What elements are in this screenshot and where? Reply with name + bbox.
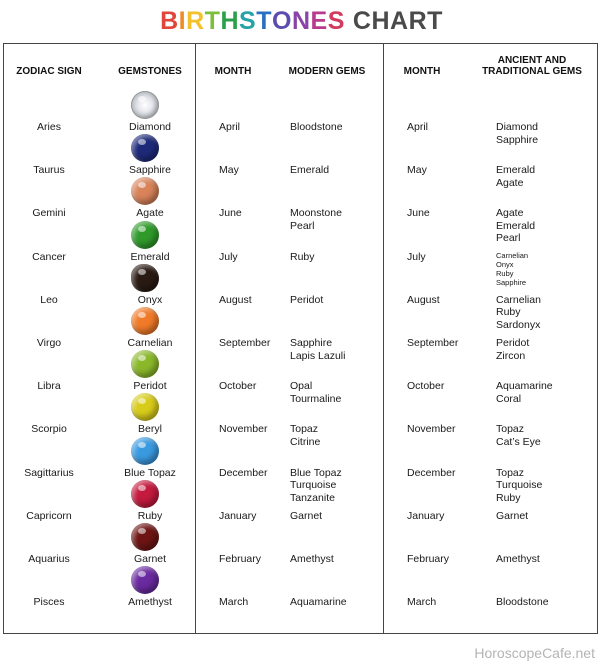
- modern-gems: [290, 251, 315, 264]
- zodiac-sign: Gemini: [32, 207, 66, 220]
- modern-gems: [290, 553, 334, 566]
- ancient-gem: Carnelian: [496, 293, 541, 306]
- month-2: June: [407, 207, 430, 220]
- gem-emerald-icon: [131, 221, 159, 249]
- modern-gem: Lapis Lazuli: [290, 349, 346, 362]
- gemstone-name: Diamond: [128, 121, 172, 133]
- title-letter: R: [408, 7, 428, 35]
- title-letter: T: [427, 7, 443, 35]
- month-2: January: [407, 509, 445, 522]
- ancient-gem: Pearl: [496, 232, 521, 245]
- ancient-gem: Agate: [496, 176, 524, 189]
- modern-gem: Pearl: [290, 219, 315, 232]
- gemstone-name: Carnelian: [127, 337, 173, 349]
- month: February: [219, 553, 262, 565]
- ancient-gem: Ruby: [496, 306, 521, 319]
- month: October: [219, 380, 257, 393]
- gemstone-name: Sapphire: [128, 164, 172, 177]
- modern-gems: [290, 467, 342, 505]
- month: March: [219, 596, 249, 609]
- header-month-2: MONTH: [403, 66, 441, 77]
- ancient-gems: [496, 251, 528, 287]
- gemstone-name: Ruby: [137, 509, 163, 522]
- ancient-gems: [496, 207, 535, 245]
- zodiac-sign: Aquarius: [28, 553, 70, 565]
- gem-amethyst-icon: [131, 566, 159, 594]
- ancient-gem: Coral: [496, 392, 522, 405]
- header-month: MONTH: [214, 66, 252, 77]
- zodiac-sign: Cancer: [32, 250, 66, 263]
- gemstone-name: Onyx: [137, 293, 163, 306]
- chart-title: [0, 4, 603, 38]
- ancient-gems: [496, 337, 529, 362]
- month: May: [219, 164, 239, 177]
- ancient-gem: Bloodstone: [496, 596, 549, 609]
- gemstone-name: Beryl: [138, 423, 162, 436]
- header-ancient-traditional-gems: [470, 55, 594, 77]
- month-2: September: [407, 337, 459, 349]
- zodiac-sign: Leo: [40, 293, 58, 306]
- modern-gems: [290, 121, 343, 134]
- column-divider-2: [383, 43, 384, 634]
- modern-gem: Citrine: [290, 435, 321, 448]
- ancient-gem: Garnet: [496, 509, 529, 522]
- modern-gem: Aquamarine: [290, 596, 347, 609]
- gemstone-name: Garnet: [133, 553, 167, 565]
- ancient-gems: [496, 164, 535, 189]
- title-letter: I: [178, 7, 187, 35]
- ancient-gem: Sapphire: [496, 277, 527, 287]
- modern-gem: Tourmaline: [290, 392, 342, 405]
- modern-gem: Moonstone: [290, 207, 342, 220]
- zodiac-sign: Libra: [37, 380, 61, 393]
- modern-gem: Opal: [290, 380, 313, 393]
- modern-gem: Tanzanite: [290, 491, 335, 504]
- ancient-gem: Topaz: [496, 466, 525, 479]
- watermark: HoroscopeCafe.net: [474, 645, 595, 661]
- modern-gems: [290, 337, 345, 362]
- modern-gems: [290, 423, 320, 448]
- title-letter: H: [220, 7, 240, 35]
- ancient-gem: Cat’s Eye: [496, 435, 541, 448]
- gem-blue-topaz-icon: [131, 437, 159, 465]
- gemstone-name: Amethyst: [128, 596, 172, 609]
- gemstone-name: Peridot: [133, 380, 167, 393]
- gemstone-name: Blue Topaz: [124, 466, 176, 479]
- month-2: August: [407, 293, 440, 306]
- modern-gem: Sapphire: [290, 337, 333, 349]
- gem-ruby-icon: [131, 480, 159, 508]
- ancient-gem: Onyx: [496, 259, 514, 269]
- ancient-gems: [496, 510, 528, 523]
- title-letter: H: [371, 7, 390, 35]
- month: July: [219, 250, 238, 263]
- ancient-gem: Aquamarine: [496, 380, 553, 393]
- ancient-gem: Amethyst: [496, 553, 540, 565]
- header-ancient-line-1: ANCIENT AND: [497, 55, 567, 66]
- title-letter: B: [160, 7, 179, 35]
- modern-gems: [290, 510, 322, 523]
- modern-gem: Amethyst: [290, 553, 334, 565]
- month: September: [219, 337, 271, 349]
- modern-gems: [290, 164, 329, 177]
- ancient-gem: Agate: [496, 207, 524, 220]
- title-letter: A: [390, 7, 409, 35]
- zodiac-sign: Scorpio: [31, 423, 67, 436]
- ancient-gems: [496, 380, 553, 405]
- title-letter: T: [204, 7, 221, 35]
- ancient-gem: Carnelian: [496, 250, 529, 260]
- gem-sapphire-icon: [131, 134, 159, 162]
- modern-gem: Garnet: [290, 509, 323, 522]
- modern-gems: [290, 596, 347, 609]
- gem-onyx-icon: [131, 264, 159, 292]
- zodiac-sign: Pisces: [33, 596, 65, 609]
- header-modern-gems: MODERN GEMS: [288, 66, 366, 77]
- month-2: March: [407, 596, 437, 609]
- ancient-gem: Zircon: [496, 349, 526, 362]
- ancient-gems: [496, 553, 540, 566]
- ancient-gems: [496, 423, 541, 448]
- zodiac-sign: Taurus: [33, 164, 65, 177]
- modern-gem: Emerald: [290, 164, 330, 177]
- month: April: [219, 121, 241, 133]
- modern-gem: Topaz: [290, 423, 319, 436]
- month-2: July: [407, 250, 426, 263]
- month: December: [219, 466, 268, 479]
- gem-carnelian-icon: [131, 307, 159, 335]
- ancient-gems: [496, 467, 542, 505]
- modern-gem: Bloodstone: [290, 121, 343, 133]
- title-letter: O: [271, 7, 292, 35]
- zodiac-sign: Aries: [37, 121, 61, 133]
- modern-gems: [290, 207, 342, 232]
- header-ancient-line-2: TRADITIONAL GEMS: [482, 66, 582, 77]
- zodiac-sign: Virgo: [36, 337, 62, 349]
- month-2: November: [407, 423, 456, 436]
- month: November: [219, 423, 268, 436]
- title-letter: E: [310, 7, 328, 35]
- header-zodiac-sign: ZODIAC SIGN: [16, 66, 82, 77]
- title-letter: R: [186, 7, 205, 35]
- ancient-gems: [496, 121, 538, 146]
- month-2: May: [407, 164, 427, 177]
- zodiac-sign: Capricorn: [26, 509, 72, 522]
- title-letter: T: [256, 7, 272, 35]
- ancient-gem: Sardonyx: [496, 318, 541, 331]
- modern-gem: Blue Topaz: [290, 466, 342, 479]
- modern-gem: Ruby: [290, 250, 315, 263]
- ancient-gem: Turquoise: [496, 479, 543, 492]
- header-gemstones: GEMSTONES: [118, 66, 182, 77]
- gemstone-name: Emerald: [130, 250, 170, 263]
- ancient-gems: [496, 294, 541, 332]
- ancient-gem: Ruby: [496, 268, 514, 278]
- ancient-gem: Peridot: [496, 337, 530, 349]
- zodiac-sign: Sagittarius: [24, 466, 74, 479]
- title-letter: S: [327, 7, 345, 35]
- column-divider-1: [195, 43, 196, 634]
- title-letter: S: [239, 7, 257, 35]
- title-letter: C: [352, 7, 372, 35]
- month-2: April: [407, 121, 429, 133]
- ancient-gem: Diamond: [496, 121, 539, 133]
- gem-diamond-icon: [131, 91, 159, 119]
- gem-peridot-icon: [131, 350, 159, 378]
- month-2: December: [407, 466, 456, 479]
- month: August: [219, 293, 252, 306]
- month-2: October: [407, 380, 445, 393]
- ancient-gem: Emerald: [496, 219, 536, 232]
- gemstone-name: Agate: [136, 207, 164, 220]
- modern-gems: [290, 380, 341, 405]
- gem-garnet-icon: [131, 523, 159, 551]
- title-letter: N: [291, 7, 311, 35]
- ancient-gem: Ruby: [496, 491, 521, 504]
- ancient-gem: Emerald: [496, 164, 536, 177]
- ancient-gems: [496, 596, 549, 609]
- modern-gem: Peridot: [290, 293, 324, 306]
- modern-gems: [290, 294, 323, 307]
- ancient-gem: Topaz: [496, 423, 525, 436]
- modern-gem: Turquoise: [290, 479, 337, 492]
- ancient-gem: Sapphire: [496, 133, 539, 146]
- month-2: February: [407, 553, 450, 565]
- month: January: [219, 509, 257, 522]
- month: June: [219, 207, 242, 220]
